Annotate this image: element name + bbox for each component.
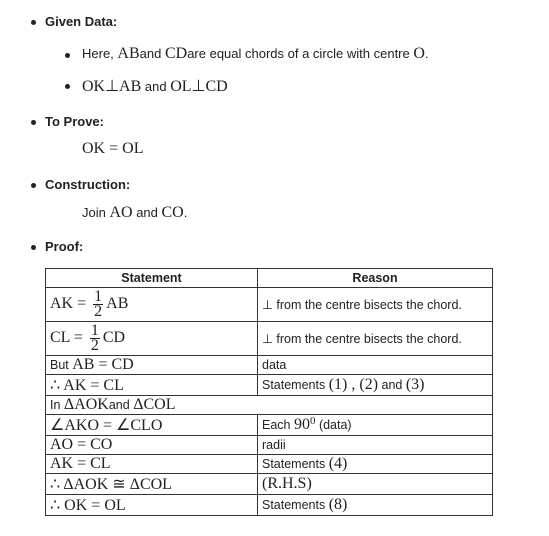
table-row <box>46 288 493 322</box>
statement-cell: But AB = CD <box>46 356 258 375</box>
perpendicular-symbol: ⊥ <box>262 298 273 312</box>
statement-cell: ∴ ΔAOK ≅ ΔCOL <box>46 474 258 495</box>
statement-header: Statement <box>46 269 258 288</box>
statement-cell: In ΔAOKand ΔCOL <box>46 396 493 415</box>
to-prove-statement: OK = OL <box>82 140 144 157</box>
construction-text: Join AO and CO. <box>82 204 188 221</box>
statement-cell: AK = $\frac{1}{2}$ AB <box>46 288 258 322</box>
reason-cell: (R.H.S) <box>258 474 493 495</box>
given-line-2: OK⊥AB and OL⊥CD <box>82 78 228 95</box>
reason-cell: Statements (8) <box>258 495 493 516</box>
perpendicular-symbol: ⊥ <box>262 332 273 346</box>
table-row <box>46 415 493 436</box>
fraction: $\frac{1}{2}$ <box>94 288 103 320</box>
reason-cell: Each $90^0$ (data) <box>258 415 493 436</box>
table-row <box>46 396 493 415</box>
proof-table <box>45 268 493 516</box>
statement-cell: ∴ OK = OL <box>46 495 258 516</box>
given-line-1: Here, ABand CDare equal chords of a circle with centre O. <box>82 45 429 62</box>
bullet <box>31 120 36 125</box>
table-row <box>46 356 493 375</box>
given-heading: Given Data: <box>45 14 118 29</box>
statement-cell: CL = $\frac{1}{2}$ CD <box>46 322 258 356</box>
table-row <box>46 375 493 396</box>
statement-cell: ∴ AK = CL <box>46 375 258 396</box>
table-row <box>46 436 493 455</box>
reason-cell: radii <box>258 436 493 455</box>
statement-cell: AK = CL <box>46 455 258 474</box>
bullet <box>31 245 36 250</box>
to-prove-heading: To Prove: <box>45 114 104 129</box>
table-row <box>46 455 493 474</box>
reason-cell: ⊥ from the centre bisects the chord. <box>258 322 493 356</box>
table-header-row <box>46 269 493 288</box>
reason-header: Reason <box>258 269 493 288</box>
table-row <box>46 474 493 495</box>
statement-cell: AO = CO <box>46 436 258 455</box>
bullet <box>31 20 36 25</box>
statement-cell: ∠AKO = ∠CLO <box>46 415 258 436</box>
construction-heading: Construction: <box>45 177 131 192</box>
table-row <box>46 495 493 516</box>
bullet <box>65 84 70 89</box>
fraction: $\frac{1}{2}$ <box>90 322 99 354</box>
reason-cell: ⊥ from the centre bisects the chord. <box>258 288 493 322</box>
reason-cell: Statements (1) , (2) and (3) <box>258 375 493 396</box>
bullet <box>31 183 36 188</box>
proof-heading: Proof: <box>45 239 84 254</box>
table-row <box>46 322 493 356</box>
bullet <box>65 53 70 58</box>
reason-cell: data <box>258 356 493 375</box>
reason-cell: Statements (4) <box>258 455 493 474</box>
